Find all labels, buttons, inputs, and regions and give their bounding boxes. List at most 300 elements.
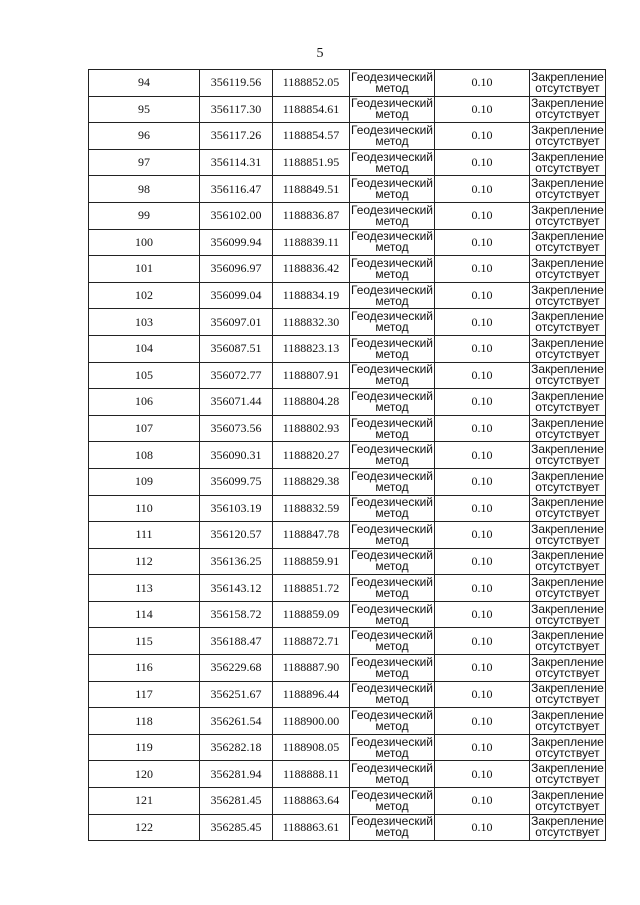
fixation-line-2: отсутствует [535, 586, 600, 601]
x-coordinate-cell: 356261.54 [200, 708, 273, 735]
fixation-cell [530, 335, 606, 362]
method-cell [350, 681, 435, 708]
accuracy-cell: 0.10 [435, 415, 530, 442]
method-line-1: Геодезический [351, 654, 433, 669]
y-coordinate-cell: 1188849.51 [273, 176, 350, 203]
x-coordinate-cell: 356071.44 [200, 389, 273, 416]
method-line-1: Геодезический [351, 149, 433, 164]
method-line-2: метод [375, 639, 409, 654]
accuracy-cell: 0.10 [435, 681, 530, 708]
y-coordinate-cell: 1188834.19 [273, 282, 350, 309]
fixation-line-2: отсутствует [535, 373, 600, 388]
point-number-cell: 95 [89, 96, 200, 123]
y-coordinate-cell: 1188804.28 [273, 389, 350, 416]
method-cell [350, 256, 435, 283]
y-coordinate-cell: 1188851.95 [273, 149, 350, 176]
fixation-line-2: отсутствует [535, 293, 600, 308]
fixation-cell [530, 708, 606, 735]
fixation-line-1: Закрепление [531, 362, 604, 377]
method-line-2: метод [375, 80, 409, 95]
method-line-1: Геодезический [351, 202, 433, 217]
point-number-cell: 122 [89, 814, 200, 841]
fixation-cell [530, 628, 606, 655]
x-coordinate-cell: 356114.31 [200, 149, 273, 176]
y-coordinate-cell: 1188823.13 [273, 335, 350, 362]
y-coordinate-cell: 1188829.38 [273, 468, 350, 495]
point-number-cell: 111 [89, 522, 200, 549]
method-line-2: метод [375, 213, 409, 228]
x-coordinate-cell: 356117.26 [200, 123, 273, 150]
method-cell [350, 176, 435, 203]
fixation-line-1: Закрепление [531, 575, 604, 590]
table-row [89, 256, 606, 283]
y-coordinate-cell: 1188802.93 [273, 415, 350, 442]
y-coordinate-cell: 1188900.00 [273, 708, 350, 735]
fixation-line-1: Закрепление [531, 708, 604, 723]
point-number-cell: 121 [89, 788, 200, 815]
fixation-line-2: отсутствует [535, 266, 600, 281]
method-cell [350, 468, 435, 495]
method-cell [350, 708, 435, 735]
method-cell [350, 229, 435, 256]
fixation-line-2: отсутствует [535, 160, 600, 175]
fixation-line-1: Закрепление [531, 229, 604, 244]
method-line-1: Геодезический [351, 575, 433, 590]
table-row [89, 788, 606, 815]
table-row [89, 734, 606, 761]
y-coordinate-cell: 1188854.61 [273, 96, 350, 123]
point-number-cell: 104 [89, 335, 200, 362]
x-coordinate-cell: 356116.47 [200, 176, 273, 203]
fixation-line-1: Закрепление [531, 468, 604, 483]
fixation-line-2: отсутствует [535, 133, 600, 148]
y-coordinate-cell: 1188863.64 [273, 788, 350, 815]
method-line-1: Геодезический [351, 176, 433, 191]
fixation-cell [530, 389, 606, 416]
fixation-line-1: Закрепление [531, 388, 604, 403]
x-coordinate-cell: 356229.68 [200, 655, 273, 682]
method-cell [350, 655, 435, 682]
method-cell [350, 389, 435, 416]
fixation-line-1: Закрепление [531, 442, 604, 457]
accuracy-cell: 0.10 [435, 575, 530, 602]
fixation-line-2: отсутствует [535, 107, 600, 122]
point-number-cell: 98 [89, 176, 200, 203]
y-coordinate-cell: 1188807.91 [273, 362, 350, 389]
accuracy-cell: 0.10 [435, 362, 530, 389]
method-line-1: Геодезический [351, 521, 433, 536]
x-coordinate-cell: 356117.30 [200, 96, 273, 123]
fixation-line-1: Закрепление [531, 628, 604, 643]
fixation-line-2: отсутствует [535, 772, 600, 787]
x-coordinate-cell: 356090.31 [200, 442, 273, 469]
fixation-line-2: отсутствует [535, 187, 600, 202]
fixation-line-2: отсутствует [535, 692, 600, 707]
point-number-cell: 96 [89, 123, 200, 150]
x-coordinate-cell: 356103.19 [200, 495, 273, 522]
fixation-line-2: отсутствует [535, 453, 600, 468]
method-line-2: метод [375, 107, 409, 122]
x-coordinate-cell: 356136.25 [200, 548, 273, 575]
method-line-2: метод [375, 745, 409, 760]
fixation-cell [530, 442, 606, 469]
fixation-line-1: Закрепление [531, 654, 604, 669]
x-coordinate-cell: 356073.56 [200, 415, 273, 442]
method-line-1: Геодезический [351, 601, 433, 616]
fixation-line-1: Закрепление [531, 521, 604, 536]
accuracy-cell: 0.10 [435, 522, 530, 549]
fixation-cell [530, 681, 606, 708]
fixation-cell [530, 362, 606, 389]
accuracy-cell: 0.10 [435, 256, 530, 283]
fixation-cell [530, 229, 606, 256]
table-row [89, 575, 606, 602]
fixation-line-1: Закрепление [531, 335, 604, 350]
method-cell [350, 309, 435, 336]
y-coordinate-cell: 1188832.59 [273, 495, 350, 522]
fixation-line-2: отсутствует [535, 825, 600, 840]
method-line-2: метод [375, 426, 409, 441]
fixation-line-2: отсутствует [535, 399, 600, 414]
point-number-cell: 107 [89, 415, 200, 442]
accuracy-cell: 0.10 [435, 96, 530, 123]
fixation-cell [530, 96, 606, 123]
method-line-2: метод [375, 559, 409, 574]
table-row [89, 708, 606, 735]
fixation-cell [530, 149, 606, 176]
y-coordinate-cell: 1188852.05 [273, 70, 350, 97]
method-cell [350, 442, 435, 469]
method-line-2: метод [375, 399, 409, 414]
point-number-cell: 101 [89, 256, 200, 283]
method-line-2: метод [375, 266, 409, 281]
fixation-line-1: Закрепление [531, 415, 604, 430]
method-line-1: Геодезический [351, 761, 433, 776]
point-number-cell: 109 [89, 468, 200, 495]
method-line-1: Геодезический [351, 309, 433, 324]
accuracy-cell: 0.10 [435, 734, 530, 761]
method-line-2: метод [375, 719, 409, 734]
method-line-2: метод [375, 772, 409, 787]
fixation-line-2: отсутствует [535, 80, 600, 95]
y-coordinate-cell: 1188851.72 [273, 575, 350, 602]
fixation-cell [530, 788, 606, 815]
fixation-line-2: отсутствует [535, 506, 600, 521]
accuracy-cell: 0.10 [435, 548, 530, 575]
method-cell [350, 362, 435, 389]
table-row [89, 442, 606, 469]
method-line-2: метод [375, 346, 409, 361]
page-number: 5 [316, 46, 324, 61]
method-cell [350, 548, 435, 575]
accuracy-cell: 0.10 [435, 309, 530, 336]
x-coordinate-cell: 356281.94 [200, 761, 273, 788]
point-number-cell: 118 [89, 708, 200, 735]
method-line-2: метод [375, 825, 409, 840]
point-number-cell: 103 [89, 309, 200, 336]
method-cell [350, 734, 435, 761]
point-number-cell: 116 [89, 655, 200, 682]
x-coordinate-cell: 356087.51 [200, 335, 273, 362]
method-line-2: метод [375, 612, 409, 627]
method-line-1: Геодезический [351, 734, 433, 749]
accuracy-cell: 0.10 [435, 814, 530, 841]
fixation-cell [530, 814, 606, 841]
method-line-2: метод [375, 320, 409, 335]
y-coordinate-cell: 1188839.11 [273, 229, 350, 256]
fixation-line-2: отсутствует [535, 639, 600, 654]
method-cell [350, 522, 435, 549]
method-cell [350, 123, 435, 150]
fixation-line-1: Закрепление [531, 601, 604, 616]
method-line-2: метод [375, 506, 409, 521]
table-row [89, 389, 606, 416]
point-number-cell: 117 [89, 681, 200, 708]
fixation-cell [530, 415, 606, 442]
method-line-1: Геодезический [351, 548, 433, 563]
point-number-cell: 99 [89, 202, 200, 229]
fixation-line-1: Закрепление [531, 761, 604, 776]
accuracy-cell: 0.10 [435, 70, 530, 97]
fixation-line-1: Закрепление [531, 309, 604, 324]
y-coordinate-cell: 1188887.90 [273, 655, 350, 682]
fixation-line-1: Закрепление [531, 681, 604, 696]
y-coordinate-cell: 1188847.78 [273, 522, 350, 549]
y-coordinate-cell: 1188859.09 [273, 601, 350, 628]
method-line-2: метод [375, 798, 409, 813]
table-row [89, 202, 606, 229]
x-coordinate-cell: 356119.56 [200, 70, 273, 97]
method-cell [350, 575, 435, 602]
point-number-cell: 105 [89, 362, 200, 389]
method-line-2: метод [375, 293, 409, 308]
fixation-line-1: Закрепление [531, 122, 604, 137]
fixation-line-1: Закрепление [531, 734, 604, 749]
point-number-cell: 110 [89, 495, 200, 522]
method-cell [350, 814, 435, 841]
x-coordinate-cell: 356188.47 [200, 628, 273, 655]
table-row [89, 415, 606, 442]
fixation-line-1: Закрепление [531, 787, 604, 802]
point-number-cell: 97 [89, 149, 200, 176]
point-number-cell: 119 [89, 734, 200, 761]
x-coordinate-cell: 356143.12 [200, 575, 273, 602]
table-row [89, 655, 606, 682]
method-cell [350, 70, 435, 97]
fixation-line-2: отсутствует [535, 559, 600, 574]
fixation-line-2: отсутствует [535, 320, 600, 335]
table-row [89, 362, 606, 389]
fixation-cell [530, 548, 606, 575]
fixation-line-1: Закрепление [531, 202, 604, 217]
fixation-line-2: отсутствует [535, 213, 600, 228]
table-row [89, 176, 606, 203]
fixation-line-2: отсутствует [535, 719, 600, 734]
accuracy-cell: 0.10 [435, 229, 530, 256]
point-number-cell: 102 [89, 282, 200, 309]
method-line-1: Геодезический [351, 787, 433, 802]
method-line-2: метод [375, 586, 409, 601]
fixation-line-1: Закрепление [531, 149, 604, 164]
method-line-1: Геодезический [351, 628, 433, 643]
fixation-line-2: отсутствует [535, 240, 600, 255]
table-row [89, 96, 606, 123]
fixation-cell [530, 522, 606, 549]
accuracy-cell: 0.10 [435, 123, 530, 150]
method-line-1: Геодезический [351, 362, 433, 377]
method-line-2: метод [375, 692, 409, 707]
y-coordinate-cell: 1188896.44 [273, 681, 350, 708]
method-line-1: Геодезический [351, 415, 433, 430]
method-line-1: Геодезический [351, 255, 433, 270]
y-coordinate-cell: 1188820.27 [273, 442, 350, 469]
point-number-cell: 113 [89, 575, 200, 602]
fixation-line-2: отсутствует [535, 612, 600, 627]
method-line-1: Геодезический [351, 96, 433, 111]
accuracy-cell: 0.10 [435, 282, 530, 309]
y-coordinate-cell: 1188888.11 [273, 761, 350, 788]
fixation-cell [530, 256, 606, 283]
method-line-1: Геодезический [351, 681, 433, 696]
accuracy-cell: 0.10 [435, 335, 530, 362]
table-row [89, 495, 606, 522]
method-line-1: Геодезический [351, 69, 433, 84]
point-number-cell: 106 [89, 389, 200, 416]
fixation-cell [530, 468, 606, 495]
x-coordinate-cell: 356072.77 [200, 362, 273, 389]
table-row [89, 229, 606, 256]
table-row [89, 522, 606, 549]
method-line-2: метод [375, 160, 409, 175]
fixation-cell [530, 761, 606, 788]
y-coordinate-cell: 1188832.30 [273, 309, 350, 336]
y-coordinate-cell: 1188836.42 [273, 256, 350, 283]
accuracy-cell: 0.10 [435, 708, 530, 735]
fixation-line-1: Закрепление [531, 548, 604, 563]
accuracy-cell: 0.10 [435, 149, 530, 176]
x-coordinate-cell: 356251.67 [200, 681, 273, 708]
method-cell [350, 282, 435, 309]
accuracy-cell: 0.10 [435, 176, 530, 203]
method-cell [350, 202, 435, 229]
table-row [89, 468, 606, 495]
method-line-1: Геодезический [351, 282, 433, 297]
x-coordinate-cell: 356120.57 [200, 522, 273, 549]
method-cell [350, 601, 435, 628]
fixation-line-1: Закрепление [531, 96, 604, 111]
table-row [89, 548, 606, 575]
fixation-line-2: отсутствует [535, 745, 600, 760]
table-row [89, 309, 606, 336]
method-cell [350, 149, 435, 176]
method-line-1: Геодезический [351, 468, 433, 483]
accuracy-cell: 0.10 [435, 655, 530, 682]
accuracy-cell: 0.10 [435, 468, 530, 495]
x-coordinate-cell: 356096.97 [200, 256, 273, 283]
x-coordinate-cell: 356099.75 [200, 468, 273, 495]
fixation-cell [530, 70, 606, 97]
fixation-cell [530, 123, 606, 150]
fixation-line-1: Закрепление [531, 814, 604, 829]
table-row [89, 149, 606, 176]
x-coordinate-cell: 356282.18 [200, 734, 273, 761]
x-coordinate-cell: 356099.94 [200, 229, 273, 256]
fixation-cell [530, 734, 606, 761]
method-line-2: метод [375, 479, 409, 494]
method-line-1: Геодезический [351, 122, 433, 137]
fixation-line-2: отсутствует [535, 665, 600, 680]
accuracy-cell: 0.10 [435, 202, 530, 229]
point-number-cell: 94 [89, 70, 200, 97]
fixation-cell [530, 202, 606, 229]
point-number-cell: 120 [89, 761, 200, 788]
method-cell [350, 96, 435, 123]
boundary-points-table [88, 69, 606, 841]
fixation-line-1: Закрепление [531, 176, 604, 191]
accuracy-cell: 0.10 [435, 601, 530, 628]
x-coordinate-cell: 356097.01 [200, 309, 273, 336]
fixation-cell [530, 655, 606, 682]
x-coordinate-cell: 356158.72 [200, 601, 273, 628]
y-coordinate-cell: 1188872.71 [273, 628, 350, 655]
accuracy-cell: 0.10 [435, 389, 530, 416]
y-coordinate-cell: 1188854.57 [273, 123, 350, 150]
method-line-1: Геодезический [351, 229, 433, 244]
y-coordinate-cell: 1188908.05 [273, 734, 350, 761]
method-line-1: Геодезический [351, 495, 433, 510]
method-line-2: метод [375, 133, 409, 148]
y-coordinate-cell: 1188836.87 [273, 202, 350, 229]
method-line-2: метод [375, 373, 409, 388]
point-number-cell: 112 [89, 548, 200, 575]
accuracy-cell: 0.10 [435, 761, 530, 788]
method-line-1: Геодезический [351, 388, 433, 403]
point-number-cell: 100 [89, 229, 200, 256]
x-coordinate-cell: 356285.45 [200, 814, 273, 841]
table-row [89, 70, 606, 97]
method-line-1: Геодезический [351, 442, 433, 457]
fixation-line-2: отсутствует [535, 479, 600, 494]
method-line-2: метод [375, 187, 409, 202]
method-line-1: Геодезический [351, 335, 433, 350]
table-row [89, 628, 606, 655]
fixation-line-1: Закрепление [531, 282, 604, 297]
fixation-line-1: Закрепление [531, 69, 604, 84]
fixation-line-2: отсутствует [535, 346, 600, 361]
method-line-2: метод [375, 665, 409, 680]
method-line-2: метод [375, 240, 409, 255]
fixation-cell [530, 282, 606, 309]
table-row [89, 761, 606, 788]
fixation-cell [530, 309, 606, 336]
point-number-cell: 114 [89, 601, 200, 628]
method-cell [350, 761, 435, 788]
fixation-line-2: отсутствует [535, 532, 600, 547]
table-row [89, 681, 606, 708]
fixation-cell [530, 495, 606, 522]
fixation-cell [530, 601, 606, 628]
table-row [89, 335, 606, 362]
method-cell [350, 788, 435, 815]
method-line-2: метод [375, 453, 409, 468]
point-number-cell: 108 [89, 442, 200, 469]
accuracy-cell: 0.10 [435, 628, 530, 655]
method-line-1: Геодезический [351, 708, 433, 723]
fixation-line-1: Закрепление [531, 495, 604, 510]
accuracy-cell: 0.10 [435, 788, 530, 815]
method-cell [350, 335, 435, 362]
method-line-1: Геодезический [351, 814, 433, 829]
